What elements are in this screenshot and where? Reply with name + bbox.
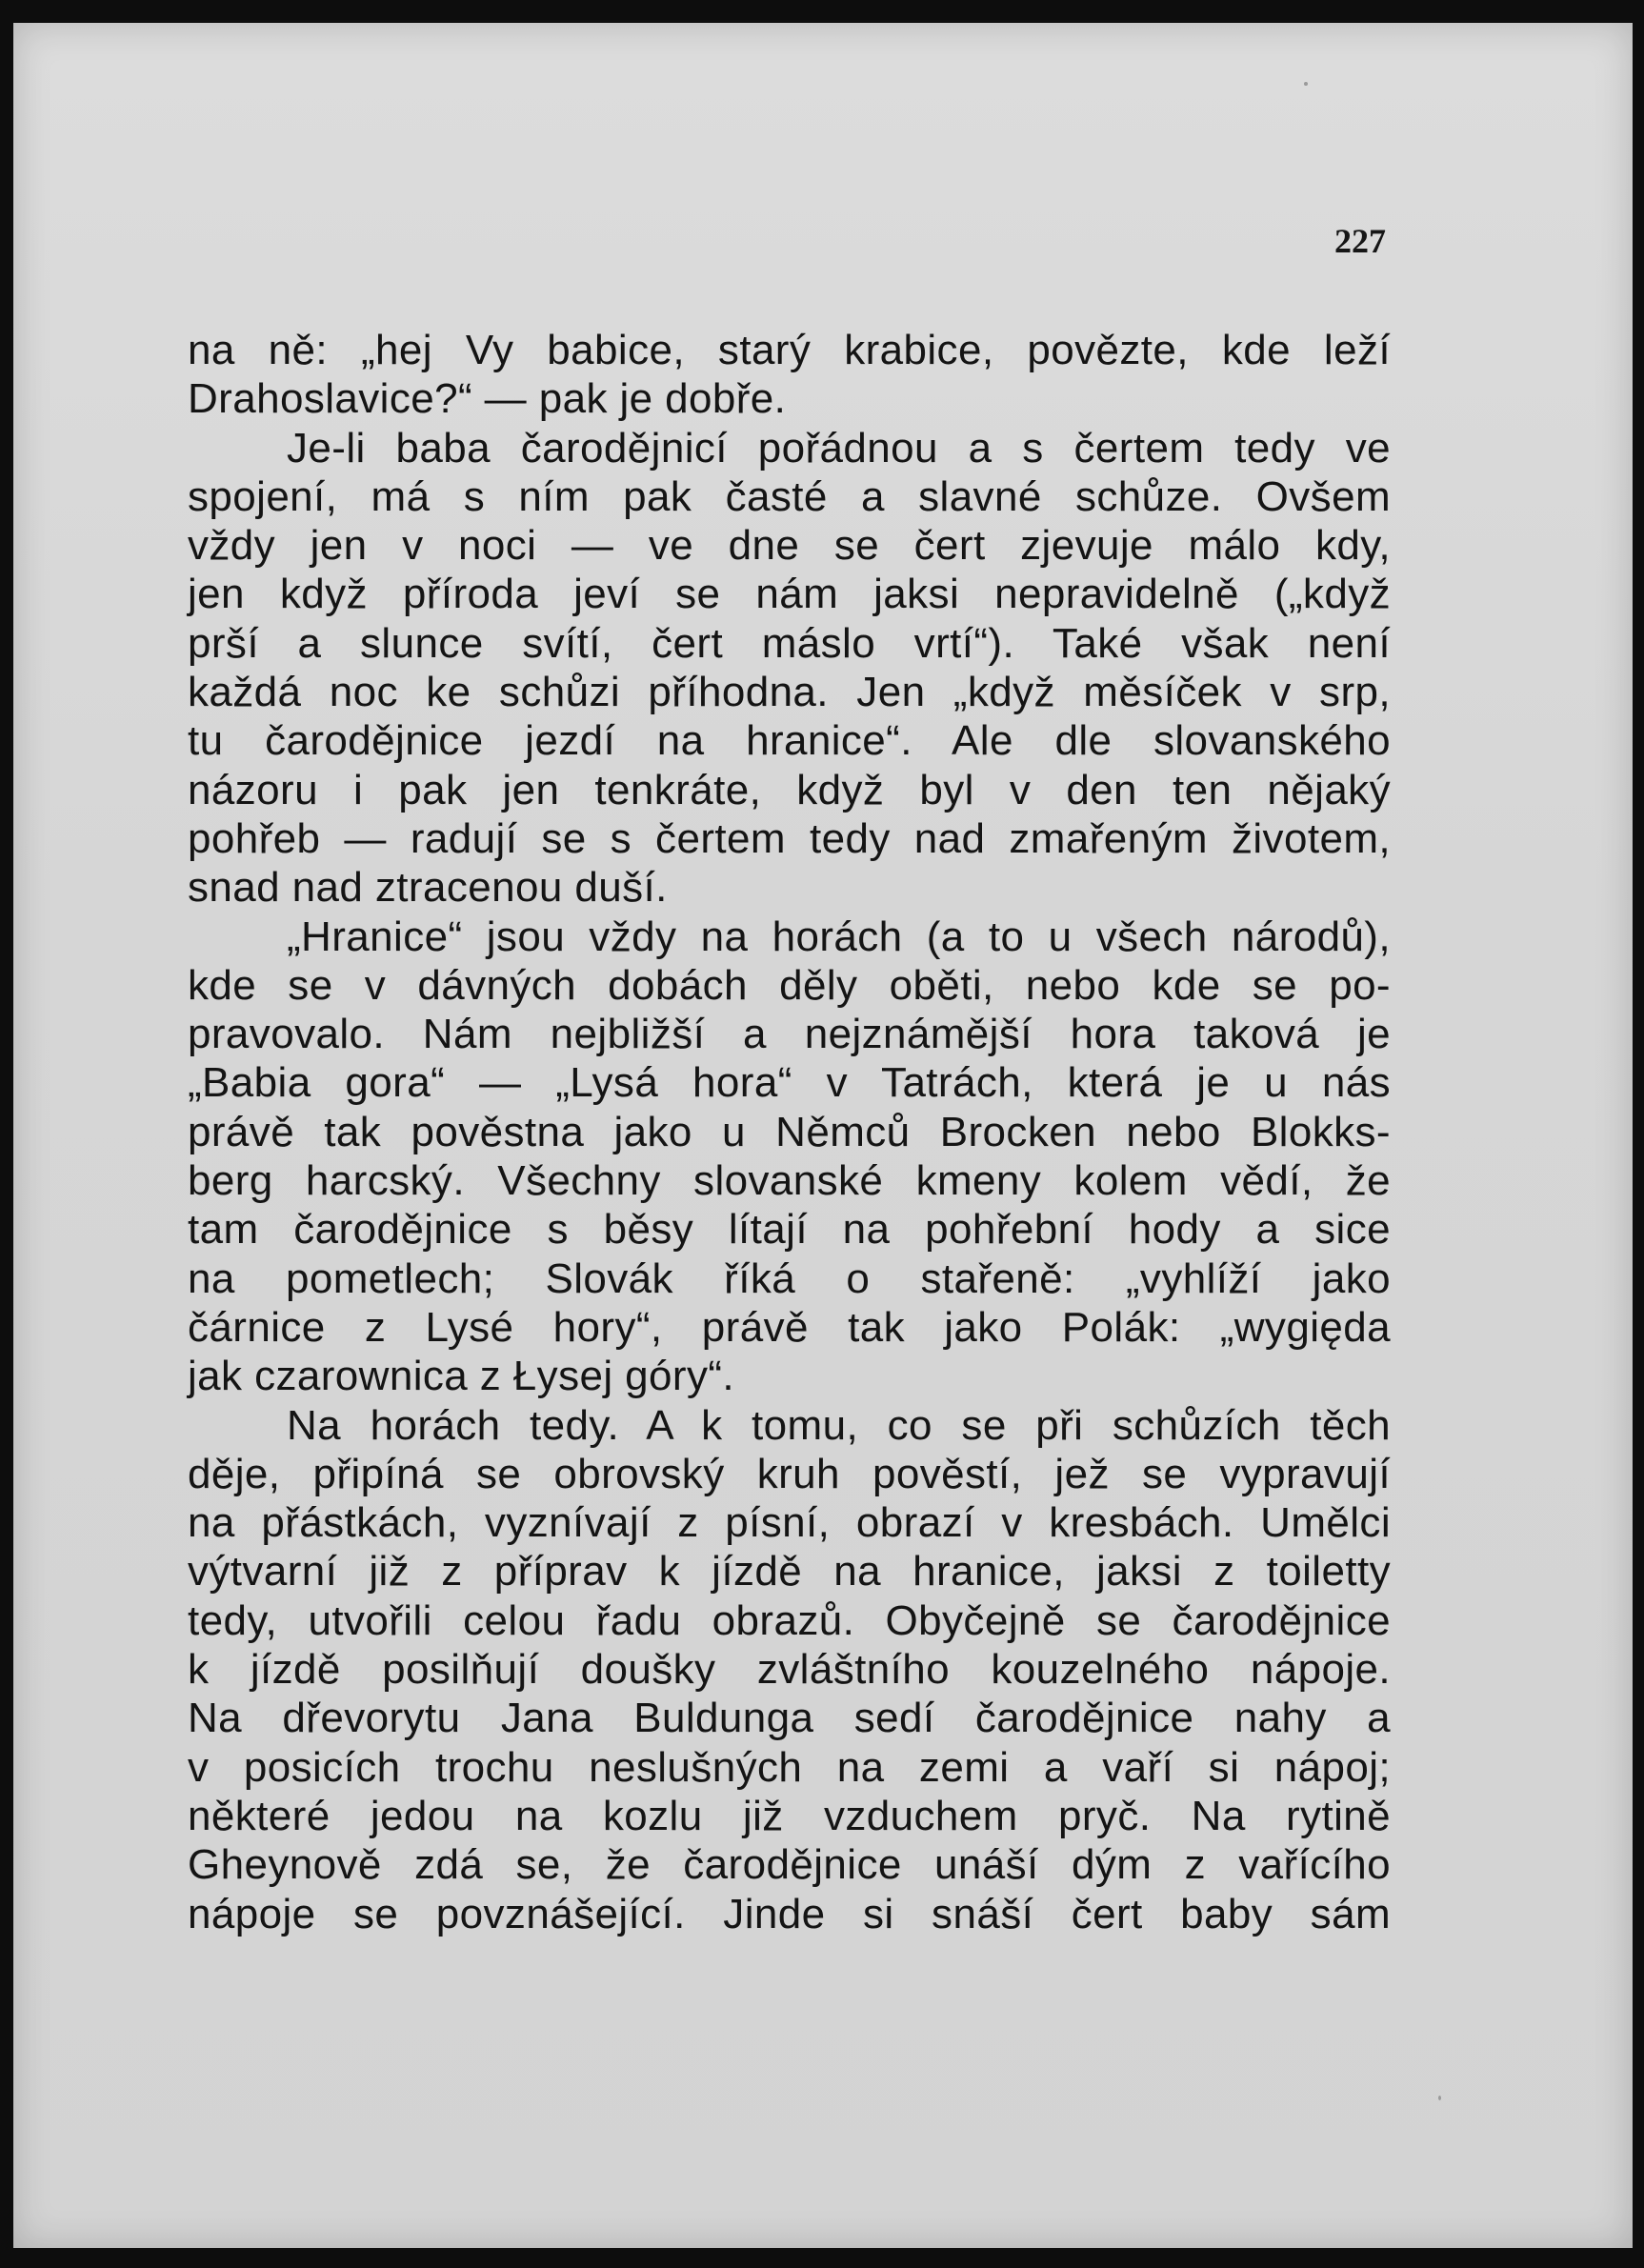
text-line: „Hranice“ jsou vždy na horách (a to u všech národů), — [287, 913, 1391, 960]
text-line: prší a slunce svítí, čert máslo vrtí“). Také však není — [188, 619, 1391, 667]
text-line: pravovalo. Nám nejbližší a nejznámější hora taková je — [188, 1011, 1391, 1058]
text-line: děje, připíná se obrovský kruh pověstí, jež se vypravují — [188, 1450, 1391, 1497]
text-line: berg harcský. Všechny slovanské kmeny kolem vědí, že — [188, 1157, 1391, 1205]
text-line: na pometlech; Slovák říká o stařeně: „vyhlíží jako — [188, 1254, 1391, 1302]
text-line: každá noc ke schůzi příhodna. Jen „když měsíček v srp, — [188, 669, 1391, 716]
text-line: Gheynově zdá se, že čarodějnice unáší dým z vařícího — [188, 1841, 1391, 1889]
text-line: pohřeb — radují se s čertem tedy nad zmařeným životem, — [188, 814, 1391, 862]
text-line: spojení, má s ním pak časté a slavné schůze. Ovšem — [188, 472, 1391, 520]
text-line: některé jedou na kozlu již vzduchem pryč. Na rytině — [188, 1792, 1391, 1839]
text-line: tedy, utvořili celou řadu obrazů. Obyčejně se čarodějnice — [188, 1596, 1391, 1644]
text-line: nápoje se povznášející. Jinde si snáší čert baby sám — [188, 1890, 1391, 1937]
text-line: v posicích trochu neslušných na zemi a vaří si nápoj; — [188, 1743, 1391, 1791]
text-line: výtvarní již z příprav k jízdě na hranice, jaksi z toiletty — [188, 1548, 1391, 1596]
text-line: jen když příroda jeví se nám jaksi nepravidelně („když — [188, 571, 1391, 618]
text-line: Drahoslavice?“ — pak je dobře. — [188, 375, 787, 423]
dust-speck — [1438, 2096, 1441, 2100]
text-line: vždy jen v noci — ve dne se čert zjevuje málo kdy, — [188, 522, 1391, 570]
text-line: „Babia gora“ — „Lysá hora“ v Tatrách, která je u nás — [188, 1059, 1391, 1107]
text-line: Je-li baba čarodějnicí pořádnou a s čertem tedy ve — [287, 424, 1391, 472]
text-line: čárnice z Lysé hory“, právě tak jako Polák: „wygięda — [188, 1303, 1391, 1351]
dust-speck — [1304, 82, 1308, 86]
text-line: k jízdě posilňují doušky zvláštního kouzelného nápoje. — [188, 1646, 1391, 1694]
text-line: Na dřevorytu Jana Buldunga sedí čarodějnice nahy a — [188, 1695, 1391, 1742]
text-line: tam čarodějnice s běsy lítají na pohřební hody a sice — [188, 1206, 1391, 1254]
text-line: na přástkách, vyznívají z písní, obrazí v kresbách. Umělci — [188, 1499, 1391, 1547]
text-line: kde se v dávných dobách děly oběti, nebo kde se po- — [188, 961, 1391, 1009]
body-text — [188, 326, 1391, 1938]
text-line: snad nad ztracenou duší. — [188, 864, 668, 912]
text-line: na ně: „hej Vy babice, starý krabice, povězte, kde leží — [188, 327, 1391, 373]
page-number: 227 — [1334, 222, 1386, 260]
text-line: právě tak pověstna jako u Němců Brocken nebo Blokks- — [188, 1108, 1391, 1155]
text-line: tu čarodějnice jezdí na hranice“. Ale dle slovanského — [188, 717, 1391, 765]
text-line: Na horách tedy. A k tomu, co se při schůzích těch — [287, 1401, 1391, 1449]
text-line: jak czarownica z Łysej góry“. — [188, 1353, 735, 1400]
text-line: názoru i pak jen tenkráte, když byl v den ten nějaký — [188, 766, 1391, 813]
